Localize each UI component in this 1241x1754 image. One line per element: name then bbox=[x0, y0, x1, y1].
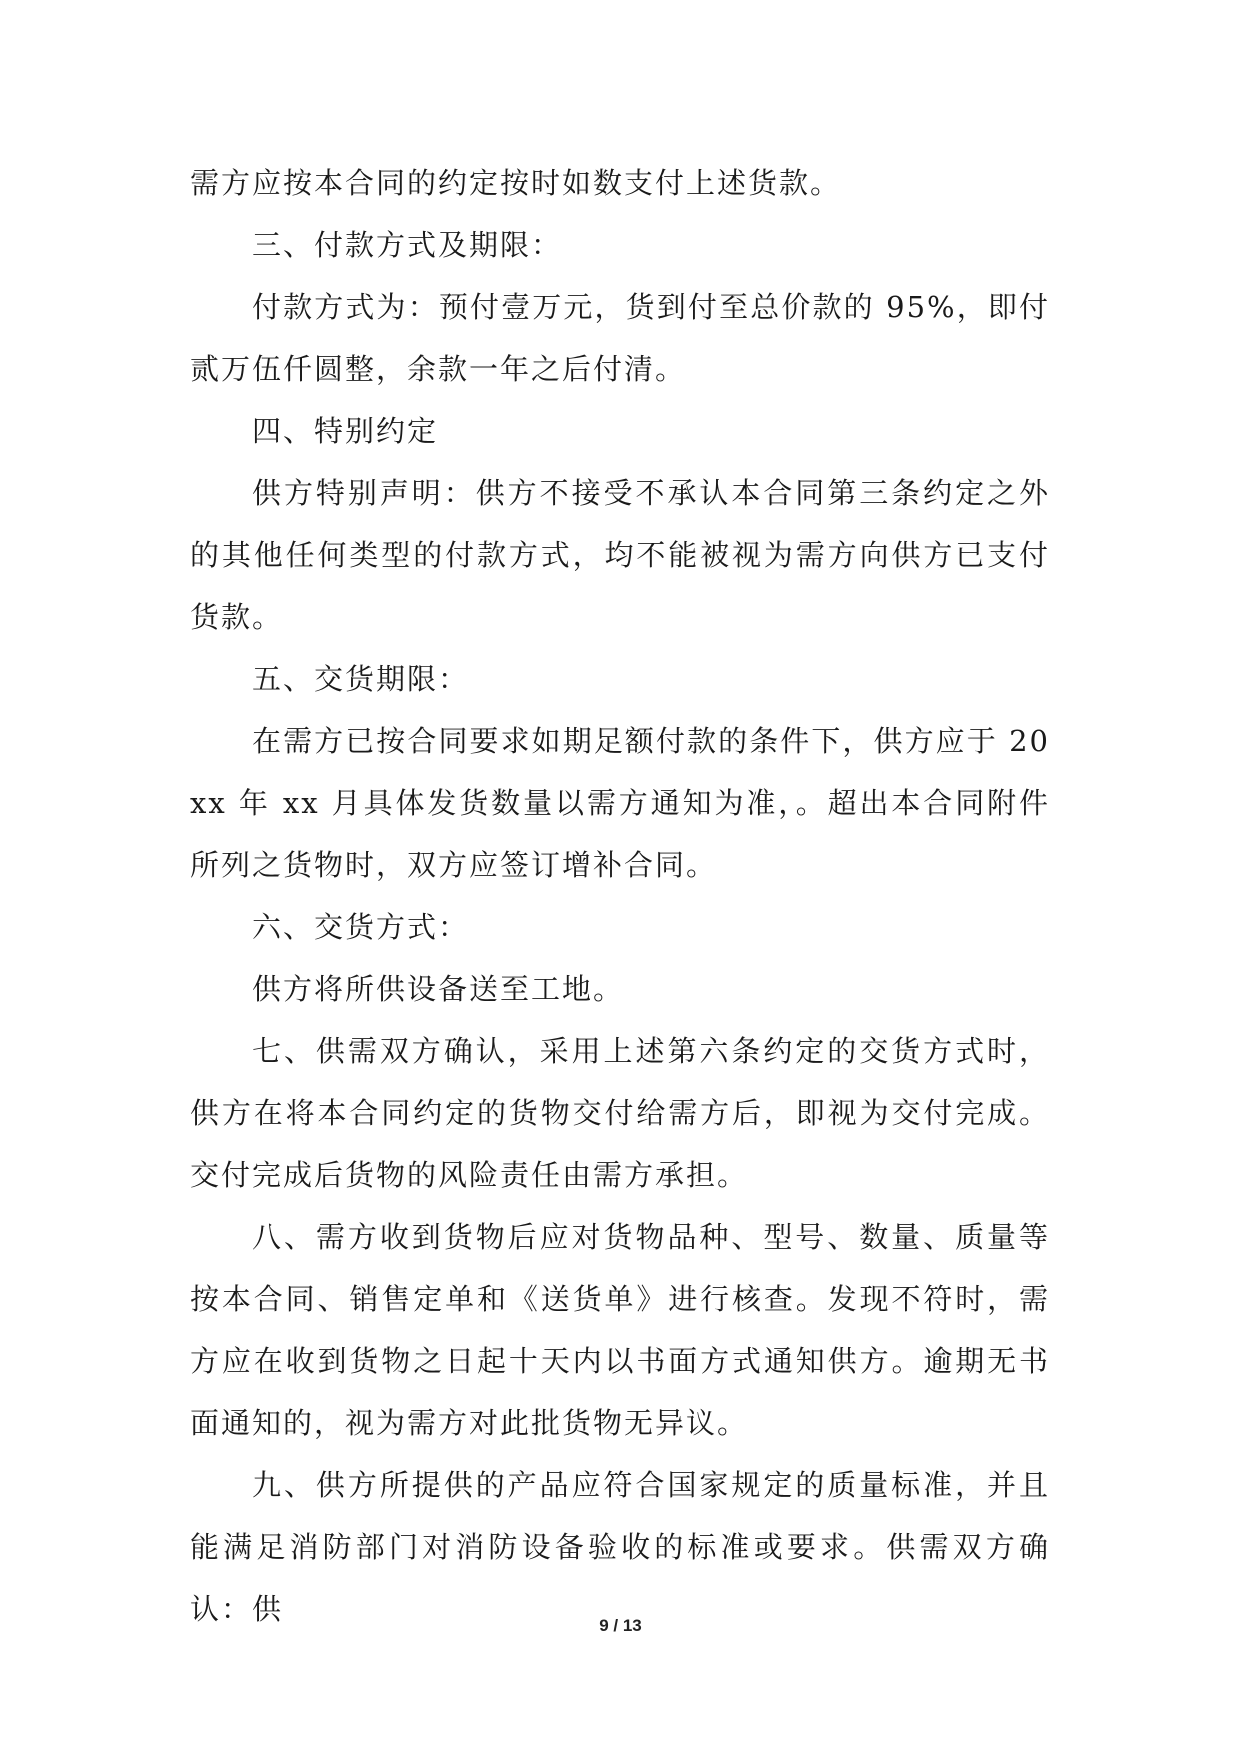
page-number: 9 / 13 bbox=[599, 1616, 642, 1635]
paragraph-clause-eight: 八、需方收到货物后应对货物品种、型号、数量、质量等按本合同、销售定单和《送货单》进行核查。发现不符时，需方应在收到货物之日起十天内以书面方式通知供方。逾期无书面通知的，视为需方对此批货物无异议。 bbox=[190, 1220, 1050, 1440]
paragraph-clause-seven: 七、供需双方确认，采用上述第六条约定的交货方式时，供方在将本合同约定的货物交付给需方后，即视为交付完成。交付完成后货物的风险责任由需方承担。 bbox=[190, 1034, 1050, 1192]
paragraph-clause-nine: 九、供方所提供的产品应符合国家规定的质量标准，并且能满足消防部门对消防设备验收的标准或要求。供需双方确认：供 bbox=[190, 1468, 1050, 1626]
section-heading-delivery-method: 六、交货方式： bbox=[252, 910, 470, 944]
section-heading-payment-terms: 三、付款方式及期限： bbox=[252, 228, 563, 262]
paragraph-supplier-statement: 供方特别声明：供方不接受不承认本合同第三条约定之外的其他任何类型的付款方式，均不能被视为需方向供方已支付货款。 bbox=[190, 476, 1050, 634]
section-heading-special-terms: 四、特别约定 bbox=[252, 414, 439, 448]
document-body bbox=[190, 152, 1050, 1640]
paragraph-delivery-method: 供方将所供设备送至工地。 bbox=[252, 972, 625, 1006]
paragraph-continuation: 需方应按本合同的约定按时如数支付上述货款。 bbox=[190, 166, 842, 200]
section-heading-delivery-period: 五、交货期限： bbox=[252, 662, 470, 696]
paragraph-payment-method: 付款方式为：预付壹万元，货到付至总价款的 95%，即付贰万伍仟圆整，余款一年之后付清。 bbox=[190, 290, 1050, 386]
paragraph-delivery-period: 在需方已按合同要求如期足额付款的条件下，供方应于 20xx 年 xx 月具体发货数量以需方通知为准，。超出本合同附件所列之货物时，双方应签订增补合同。 bbox=[190, 724, 1050, 882]
